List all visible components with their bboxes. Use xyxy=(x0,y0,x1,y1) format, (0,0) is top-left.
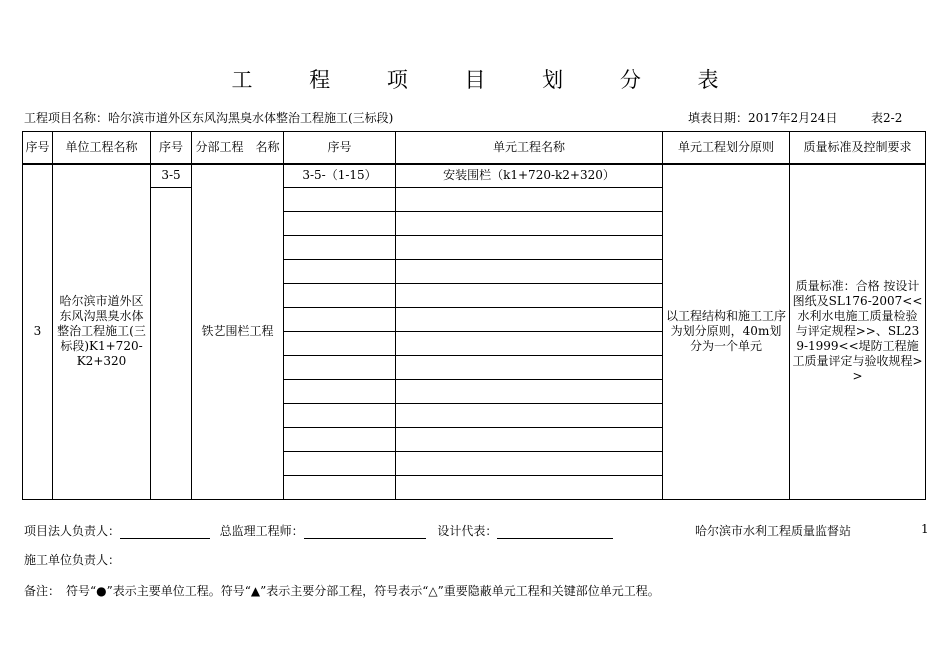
design-rep-signature[interactable] xyxy=(497,524,613,539)
empty-cell xyxy=(396,236,663,260)
empty-cell xyxy=(284,356,396,380)
empty-cell xyxy=(396,188,663,212)
element-seq-cell: 3-5-（1-15） xyxy=(284,164,396,188)
legal-rep-signature[interactable] xyxy=(120,524,210,539)
supervision-station: 哈尔滨市水利工程质量监督站 xyxy=(695,524,852,538)
page-title: 工 程 项 目 划 分 表 xyxy=(231,68,744,92)
chief-supervisor-label: 总监理工程师： xyxy=(219,524,304,538)
empty-cell xyxy=(396,428,663,452)
element-name-cell: 安装围栏（k1+720-k2+320） xyxy=(396,164,663,188)
empty-cell xyxy=(396,452,663,476)
design-rep-label: 设计代表： xyxy=(437,524,498,538)
page-number: 1 xyxy=(921,522,929,536)
division-seq-cell: 3-5 xyxy=(151,164,192,188)
empty-cell xyxy=(396,380,663,404)
remark: 备注： 符号“●”表示主要单位工程。符号“▲”表示主要分部工程，符号表示“△”重要隐蔽单元工程和关键部位单元工程。 xyxy=(24,584,660,598)
empty-cell xyxy=(284,332,396,356)
empty-cell xyxy=(284,380,396,404)
empty-cell xyxy=(284,404,396,428)
empty-cell xyxy=(396,212,663,236)
header-seq-2: 序号 xyxy=(151,132,192,164)
unit-seq-cell: 3 xyxy=(23,164,53,500)
table-row xyxy=(23,164,926,188)
empty-cell xyxy=(284,476,396,500)
header-row xyxy=(23,132,926,164)
empty-cell xyxy=(284,428,396,452)
division-name-cell: 铁艺围栏工程 xyxy=(192,164,284,500)
empty-cell xyxy=(396,260,663,284)
quality-cell: 质量标准：合格 按设计图纸及SL176-2007<<水利水电施工质量检验与评定规程>>、SL239-1999<<堤防工程施工质量评定与验收规程>> xyxy=(790,164,926,500)
header-seq-3: 序号 xyxy=(284,132,396,164)
empty-cell xyxy=(284,260,396,284)
chief-supervisor-signature[interactable] xyxy=(304,524,426,539)
empty-cell xyxy=(284,452,396,476)
legal-rep-label: 项目法人负责人： xyxy=(24,524,121,538)
empty-cell xyxy=(284,308,396,332)
empty-cell xyxy=(396,404,663,428)
signature-line xyxy=(24,522,934,539)
empty-cell xyxy=(284,188,396,212)
empty-seq2-cell xyxy=(151,188,192,500)
empty-cell xyxy=(396,308,663,332)
project-name: 工程项目名称：哈尔滨市道外区东风沟黑臭水体整治工程施工(三标段) xyxy=(24,111,394,125)
principle-cell: 以工程结构和施工工序为划分原则，40m划分为一个单元 xyxy=(663,164,790,500)
empty-cell xyxy=(396,332,663,356)
header-seq: 序号 xyxy=(23,132,53,164)
header-element-project: 单元工程名称 xyxy=(396,132,663,164)
header-principle: 单元工程划分原则 xyxy=(663,132,790,164)
unit-name-cell: 哈尔滨市道外区东风沟黑臭水体整治工程施工(三标段)K1+720-K2+320 xyxy=(53,164,151,500)
fill-date: 填表日期：2017年2月24日 xyxy=(688,111,838,125)
empty-cell xyxy=(396,284,663,308)
empty-cell xyxy=(284,212,396,236)
header-quality: 质量标准及控制要求 xyxy=(790,132,926,164)
empty-cell xyxy=(396,356,663,380)
empty-cell xyxy=(284,236,396,260)
empty-cell xyxy=(396,476,663,500)
construction-rep-label: 施工单位负责人： xyxy=(24,553,121,567)
table-number: 表2-2 xyxy=(871,111,903,125)
header-division: 分部工程 名称 xyxy=(192,132,284,164)
header-unit-project: 单位工程名称 xyxy=(53,132,151,164)
empty-cell xyxy=(284,284,396,308)
project-division-table xyxy=(22,131,926,500)
